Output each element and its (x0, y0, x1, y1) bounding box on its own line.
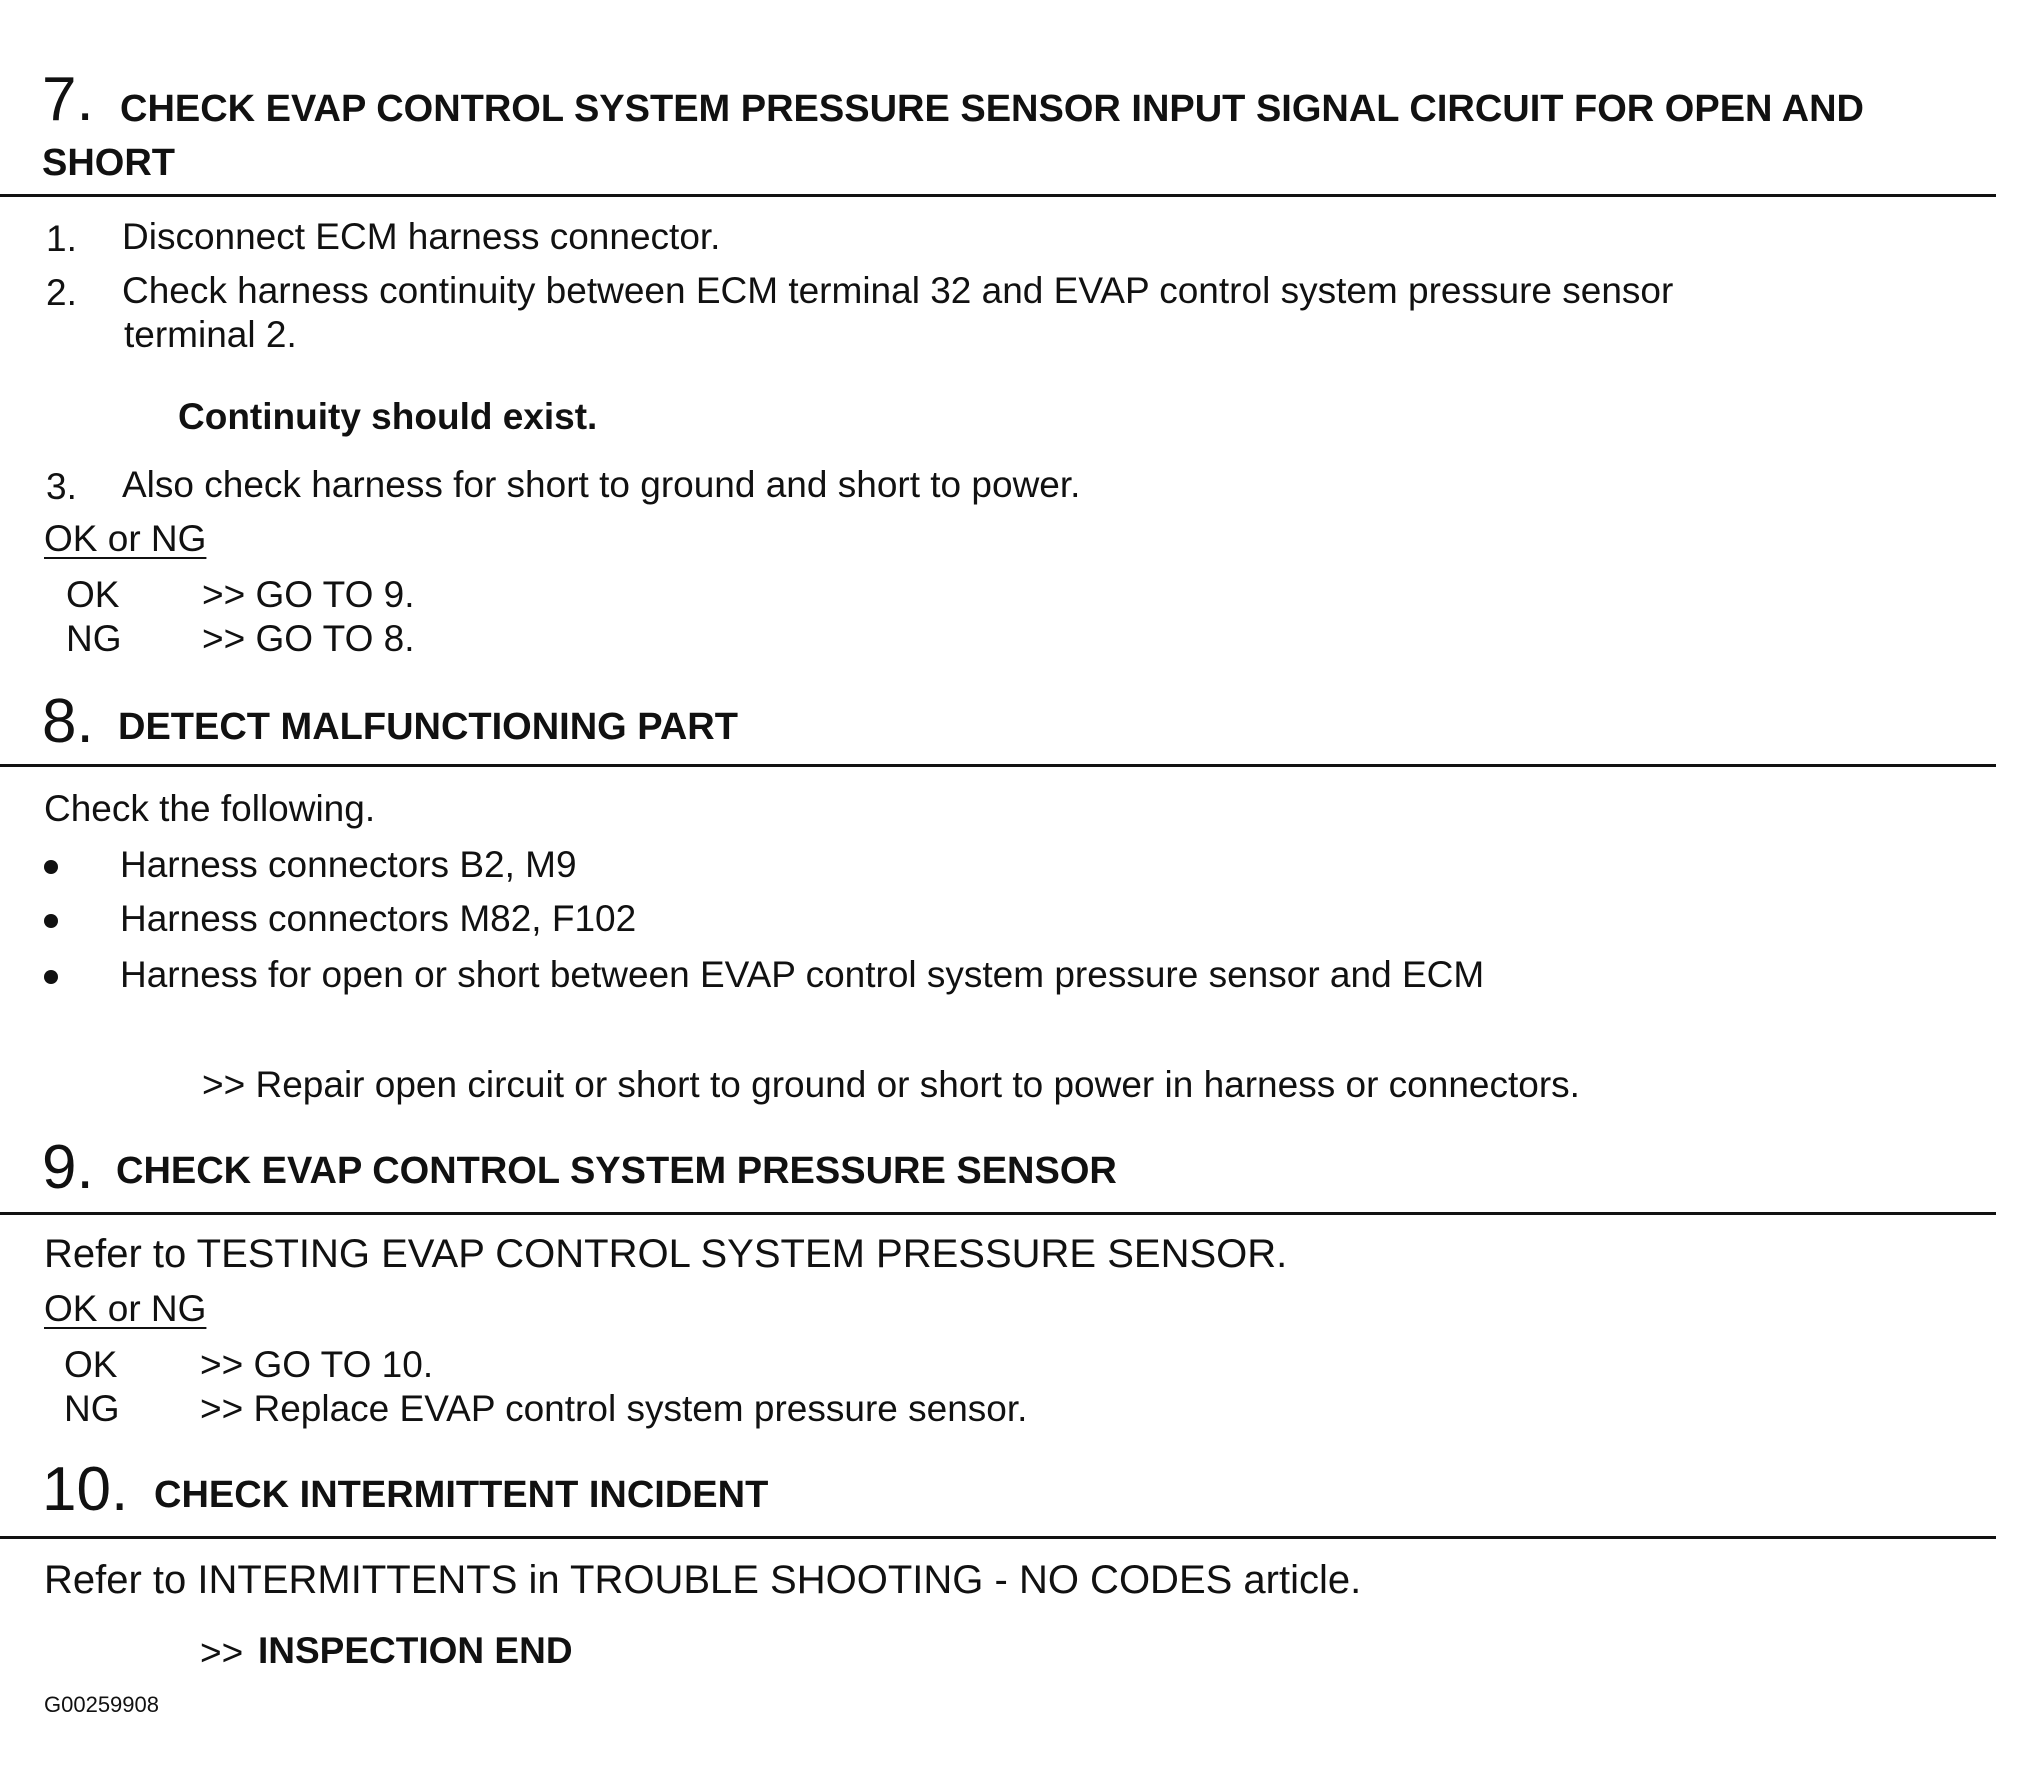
figure-code: G00259908 (44, 1692, 159, 1717)
section-7-rule (0, 194, 1996, 197)
section-10-number: 10. (42, 1455, 129, 1524)
step-2-text-line2: terminal 2. (124, 314, 297, 355)
section-9-title: CHECK EVAP CONTROL SYSTEM PRESSURE SENSOR (116, 1150, 1117, 1192)
step-2-number: 2. (46, 272, 77, 313)
section-7-title-line1: CHECK EVAP CONTROL SYSTEM PRESSURE SENSOR INPUT SIGNAL CIRCUIT FOR OPEN AND (120, 88, 1864, 130)
section-9-rule (0, 1212, 1996, 1215)
bullet-dot (44, 970, 58, 984)
section-8-number: 8. (42, 687, 94, 756)
bullet-dot (44, 914, 58, 928)
result-ok-status: OK (64, 1344, 118, 1385)
section-9-number: 9. (42, 1133, 94, 1202)
result-ok-action: >> GO TO 10. (200, 1344, 434, 1385)
step-1-text: Disconnect ECM harness connector. (122, 216, 721, 257)
section-10-title: CHECK INTERMITTENT INCIDENT (154, 1474, 769, 1516)
step-3-number: 3. (46, 466, 77, 507)
step-1-number: 1. (46, 218, 77, 259)
check-intro: Check the following. (44, 788, 376, 829)
bullet-dot (44, 860, 58, 874)
section-10-refer: Refer to INTERMITTENTS in TROUBLE SHOOTING - NO CODES article. (44, 1558, 1362, 1602)
result-ok-status: OK (66, 574, 120, 615)
section-7-number: 7. (42, 65, 94, 134)
section-8-title: DETECT MALFUNCTIONING PART (118, 706, 738, 748)
section-9-refer: Refer to TESTING EVAP CONTROL SYSTEM PRESSURE SENSOR. (44, 1232, 1288, 1276)
continuity-note: Continuity should exist. (178, 396, 598, 437)
step-2-text-line1: Check harness continuity between ECM terminal 32 and EVAP control system pressure sensor (122, 270, 1674, 311)
bullet-item-2: Harness connectors M82, F102 (120, 898, 637, 939)
section-7-title-line2: SHORT (42, 142, 175, 184)
ok-ng-label: OK or NG (44, 1288, 207, 1329)
result-ng-action: >> GO TO 8. (202, 618, 415, 659)
result-ng-action: >> Replace EVAP control system pressure sensor. (200, 1388, 1028, 1429)
result-ok-action: >> GO TO 9. (202, 574, 415, 615)
step-3-text: Also check harness for short to ground and short to power. (122, 464, 1081, 505)
section-8-rule (0, 764, 1996, 767)
inspection-end-prefix: >> (200, 1632, 244, 1673)
repair-action: >> Repair open circuit or short to ground or short to power in harness or connectors. (202, 1064, 1580, 1105)
result-ng-status: NG (66, 618, 122, 659)
bullet-item-3: Harness for open or short between EVAP control system pressure sensor and ECM (120, 954, 1485, 995)
section-10-rule (0, 1536, 1996, 1539)
result-ng-status: NG (64, 1388, 120, 1429)
ok-ng-label: OK or NG (44, 518, 207, 559)
bullet-item-1: Harness connectors B2, M9 (120, 844, 577, 885)
inspection-end-label: INSPECTION END (258, 1630, 573, 1671)
